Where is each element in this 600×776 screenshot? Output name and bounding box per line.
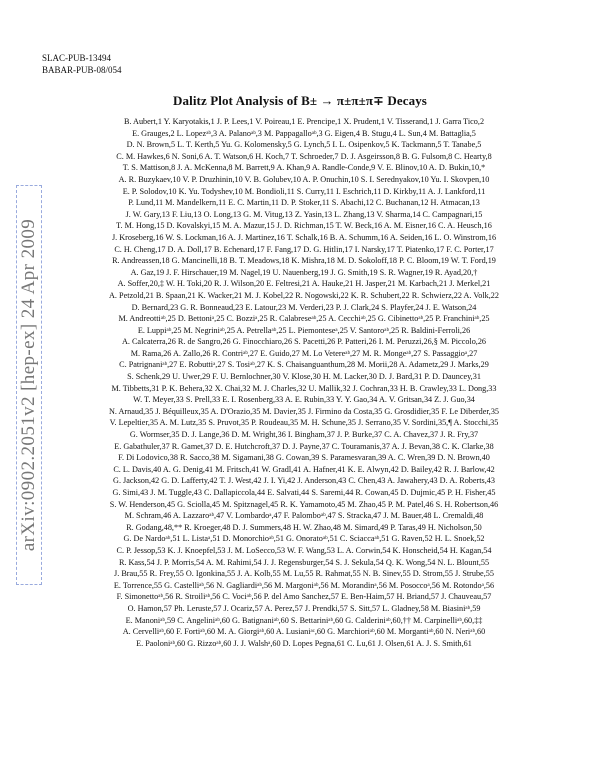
author-line: S. W. Henderson,45 G. Sciolla,45 M. Spitznagel,45 R. K. Yamamoto,45 M. Zhao,45 P. M. Patel,46 S. H. Robertson,46 [109,499,499,509]
author-line: M. Schram,46 A. Lazzaroᵃᵇ,47 V. Lombardoᵃ,47 F. Palomboᵃᵇ,47 S. Stracka,47 J. M. Bauer,48 L. Cremaldi,48 [124,511,484,521]
author-line: J. W. Gary,13 F. Liu,13 O. Long,13 G. M. Vitug,13 Z. Yasin,13 L. Zhang,13 V. Sharma,14 C. Campagnari,15 [125,209,483,219]
author-line: G. Wormser,35 D. J. Lange,36 D. M. Wright,36 I. Bingham,37 J. P. Burke,37 C. A. Chavez,37 J. R. Fry,37 [129,430,479,440]
author-line: G. Jackson,42 G. D. Lafferty,42 T. J. West,42 J. I. Yi,42 J. Anderson,43 C. Chen,43 A. Jawahery,43 D. A. Roberts,43 [113,476,495,486]
author-line: O. Hamon,57 Ph. Leruste,57 J. Ocariz,57 A. Perez,57 J. Prendki,57 S. Sitt,57 L. Gladney,58 M. Biasiniᵃᵇ,59 [127,603,481,613]
author-line: F. Di Lodovico,38 R. Sacco,38 M. Sigamani,38 G. Cowan,39 S. Paramesvaran,39 A. C. Wren,39 D. N. Brown,40 [118,453,490,463]
author-line: C. L. Davis,40 A. G. Denig,41 M. Fritsch,41 W. Gradl,41 A. Hafner,41 K. E. Alwyn,42 D. Bailey,42 R. J. Barlow,42 [113,464,495,474]
author-line: R. Godang,48,** R. Kroeger,48 D. J. Summers,48 H. W. Zhao,48 M. Simard,49 P. Taras,49 H. Nicholson,50 [126,522,482,532]
author-line: A. Cervelliᵃᵇ,60 F. Fortiᵃᵇ,60 M. A. Giorgiᵃᵇ,60 A. Lusianiᵃᶜ,60 G. Marchioriᵃᵇ,60 M. Morgantiᵃᵇ,60 N. Neriᵃᵇ,60 [122,627,486,637]
author-line: J. Brau,55 R. Frey,55 O. Igonkina,55 J. A. Kolb,55 M. Lu,55 R. Rahmat,55 N. B. Sinev,55 D. Strom,55 J. Strube,55 [114,569,494,579]
author-line: E. Torrence,55 G. Castelliᵃᵇ,56 N. Gagliardiᵃᵇ,56 M. Margoniᵃᵇ,56 M. Morandinᵃ,56 M. Posoccoᵃ,56 M. Rotondoᵃ,56 [113,580,495,590]
author-line: D. Bernard,23 G. R. Bonneaud,23 E. Latour,23 M. Verderi,23 P. J. Clark,24 S. Playfer,24 J. E. Watson,24 [131,302,477,312]
author-line: T. M. Hong,15 D. Kovalskyi,15 M. A. Mazur,15 J. D. Richman,15 T. W. Beck,16 A. M. Eisner,16 C. A. Heusch,16 [116,221,492,231]
author-line: C. P. Jessop,53 K. J. Knoepfel,53 J. M. LoSecco,53 W. F. Wang,53 L. A. Corwin,54 K. Honscheid,54 H. Kagan,54 [116,545,492,555]
author-line: A. Gaz,19 J. F. Hirschauer,19 M. Nagel,19 U. Nauenberg,19 J. G. Smith,19 S. R. Wagner,19 R. Ayad,20,† [130,267,478,277]
author-line: C. Patrignaniᵃᵇ,27 E. Robuttiᵃ,27 S. Tosiᵃᵇ,27 K. S. Chaisanguanthum,28 M. Morii,28 A. Adametz,29 J. Marks,29 [119,360,489,370]
author-line: E. Grauges,2 L. Lopezᵃᵇ,3 A. Palanoᵃᵇ,3 M. Pappagalloᵃᵇ,3 G. Eigen,4 B. Stugu,4 L. Sun,4 M. Battaglia,5 [132,128,476,138]
arxiv-stamp: arXiv:0902.2051v2 [hep-ex] 24 Apr 2009 [18,218,39,552]
report-numbers [42,52,122,76]
author-list [44,116,564,649]
author-line: S. Schenk,29 U. Uwer,29 F. U. Bernlochner,30 V. Klose,30 H. M. Lacker,30 D. J. Bard,31 P. D. Dauncey,31 [127,372,481,382]
author-line: A. Calcaterra,26 R. de Sangro,26 G. Finocchiaro,26 S. Pacetti,26 P. Patteri,26 I. M. Peruzzi,26,§ M. Piccolo,26 [121,337,487,347]
author-line: E. P. Solodov,10 K. Yu. Todyshev,10 M. Bondioli,11 S. Curry,11 I. Eschrich,11 D. Kirkby,11 A. J. Lankford,11 [122,186,486,196]
author-line: E. Paoloniᵃᵇ,60 G. Rizzoᵃᵇ,60 J. J. Walshᵃ,60 D. Lopes Pegna,61 C. Lu,61 J. Olsen,61 A. J. S. Smith,61 [136,638,472,648]
author-line: A. Soffer,20,‡ W. H. Toki,20 R. J. Wilson,20 E. Feltresi,21 A. Hauke,21 H. Jasper,21 M. Karbach,21 J. Merkel,21 [117,279,491,289]
paper-title: Dalitz Plot Analysis of B± → π±π±π∓ Decays [173,93,427,108]
babar-number: BABAR-PUB-08/054 [42,65,122,75]
author-line: F. Simonettoᵃᵇ,56 R. Stroiliᵃᵇ,56 C. Vociᵃᵇ,56 P. del Amo Sanchez,57 E. Ben-Haim,57 H. Briand,57 J. Chauveau,57 [116,592,492,602]
author-line: G. De Nardoᵃᵇ,51 L. Listaᵃ,51 D. Monorchioᵃᵇ,51 G. Onoratoᵃᵇ,51 C. Sciaccaᵃᵇ,51 G. Raven,52 H. L. Snoek,52 [123,534,485,544]
report-number: SLAC-PUB-13494 [42,53,112,63]
author-line: C. M. Hawkes,6 N. Soni,6 A. T. Watson,6 H. Koch,7 T. Schroeder,7 D. J. Asgeirsson,8 B. G. Fulsom,8 C. Hearty,8 [116,151,492,161]
author-line: A. Petzold,21 B. Spaan,21 K. Wacker,21 M. J. Kobel,22 R. Nogowski,22 K. R. Schubert,22 R. Schwierz,22 A. Volk,22 [109,290,499,300]
author-line: R. Kass,54 J. P. Morris,54 A. M. Rahimi,54 J. J. Regensburger,54 S. J. Sekula,54 Q. K. Wong,54 N. L. Blount,55 [118,557,490,567]
author-line: C. H. Cheng,17 D. A. Doll,17 B. Echenard,17 F. Fang,17 D. G. Hitlin,17 I. Narsky,17 T. Piatenko,17 F. C. Porter,17 [114,244,494,254]
author-line: R. Andreassen,18 G. Mancinelli,18 B. T. Meadows,18 K. Mishra,18 M. D. Sokoloff,18 P. C. Bloom,19 W. T. Ford,19 [112,256,496,266]
author-line: M. Andreottiᵃᵇ,25 D. Bettoniᵃ,25 C. Bozziᵃ,25 R. Calabreseᵃᵇ,25 A. Cecchiᵃᵇ,25 G. Cibinettoᵃᵇ,25 P. Franchiniᵃᵇ,25 [118,314,490,324]
author-line: M. Rama,26 A. Zallo,26 R. Contriᵃᵇ,27 E. Guido,27 M. Lo Vetereᵃᵇ,27 M. R. Mongeᵃᵇ,27 S. Passaggioᵃ,27 [130,348,478,358]
author-line: E. Manoniᵃᵇ,59 C. Angeliniᵃᵇ,60 G. Batignaniᵃᵇ,60 S. Bettariniᵃᵇ,60 G. Calderiniᵃᵇ,60,†† M. Carpinelliᵃᵇ,60,‡‡ [125,615,483,625]
author-line: V. Lepeltier,35 A. M. Lutz,35 S. Pruvot,35 P. Roudeau,35 M. H. Schune,35 J. Serrano,35 V. Sordini,35,¶ A. Stocchi,35 [109,418,499,428]
author-line: W. T. Meyer,33 S. Prell,33 E. I. Rosenberg,33 A. E. Rubin,33 Y. Y. Gao,34 A. V. Gritsan,34 Z. J. Guo,34 [133,395,475,405]
author-line: N. Arnaud,35 J. Béquilleux,35 A. D'Orazio,35 M. Davier,35 J. Firmino da Costa,35 G. Grosdidier,35 F. Le Diberder,35 [108,406,500,416]
author-line: E. Gabathuler,37 R. Gamet,37 D. E. Hutchcroft,37 D. J. Payne,37 C. Touramanis,37 A. J. Bevan,38 C. K. Clarke,38 [114,441,494,451]
author-line: A. R. Buzykaev,10 V. P. Druzhinin,10 V. B. Golubev,10 A. P. Onuchin,10 S. I. Serednyakov,10 Yu. I. Skovpen,10 [118,174,490,184]
author-line: D. N. Brown,5 L. T. Kerth,5 Yu. G. Kolomensky,5 G. Lynch,5 I. L. Osipenkov,5 K. Tackmann,5 T. Tanabe,5 [126,140,482,150]
author-line: J. Kroseberg,16 W. S. Lockman,16 A. J. Martinez,16 T. Schalk,16 B. A. Schumm,16 A. Seiden,16 L. O. Winstrom,16 [111,232,497,242]
author-line: T. S. Mattison,8 J. A. McKenna,8 M. Barrett,9 A. Khan,9 A. Randle-Conde,9 V. E. Blinov,10 A. D. Bukin,10,* [122,163,486,173]
author-line: G. Simi,43 J. M. Tuggle,43 C. Dallapiccola,44 E. Salvati,44 S. Saremi,44 R. Cowan,45 D. Dujmic,45 P. H. Fisher,45 [112,488,496,497]
author-line: E. Luppiᵃᵇ,25 M. Negriniᵃᵇ,25 A. Petrellaᵃᵇ,25 L. Piemonteseᵃ,25 V. Santoroᵃᵇ,25 R. Baldini-Ferroli,26 [137,325,471,335]
author-line: B. Aubert,1 Y. Karyotakis,1 J. P. Lees,1 V. Poireau,1 E. Prencipe,1 X. Prudent,1 V. Tisserand,1 J. Garra Tico,2 [123,117,485,126]
author-line: P. Lund,11 M. Mandelkern,11 E. C. Martin,11 D. P. Stoker,11 S. Abachi,12 C. Buchanan,12 H. Atmacan,13 [128,198,480,208]
author-line: M. Tibbetts,31 P. K. Behera,32 X. Chai,32 M. J. Charles,32 U. Mallik,32 J. Cochran,33 H. B. Crawley,33 L. Dong,33 [111,383,497,393]
arxiv-sidebar [14,185,44,585]
